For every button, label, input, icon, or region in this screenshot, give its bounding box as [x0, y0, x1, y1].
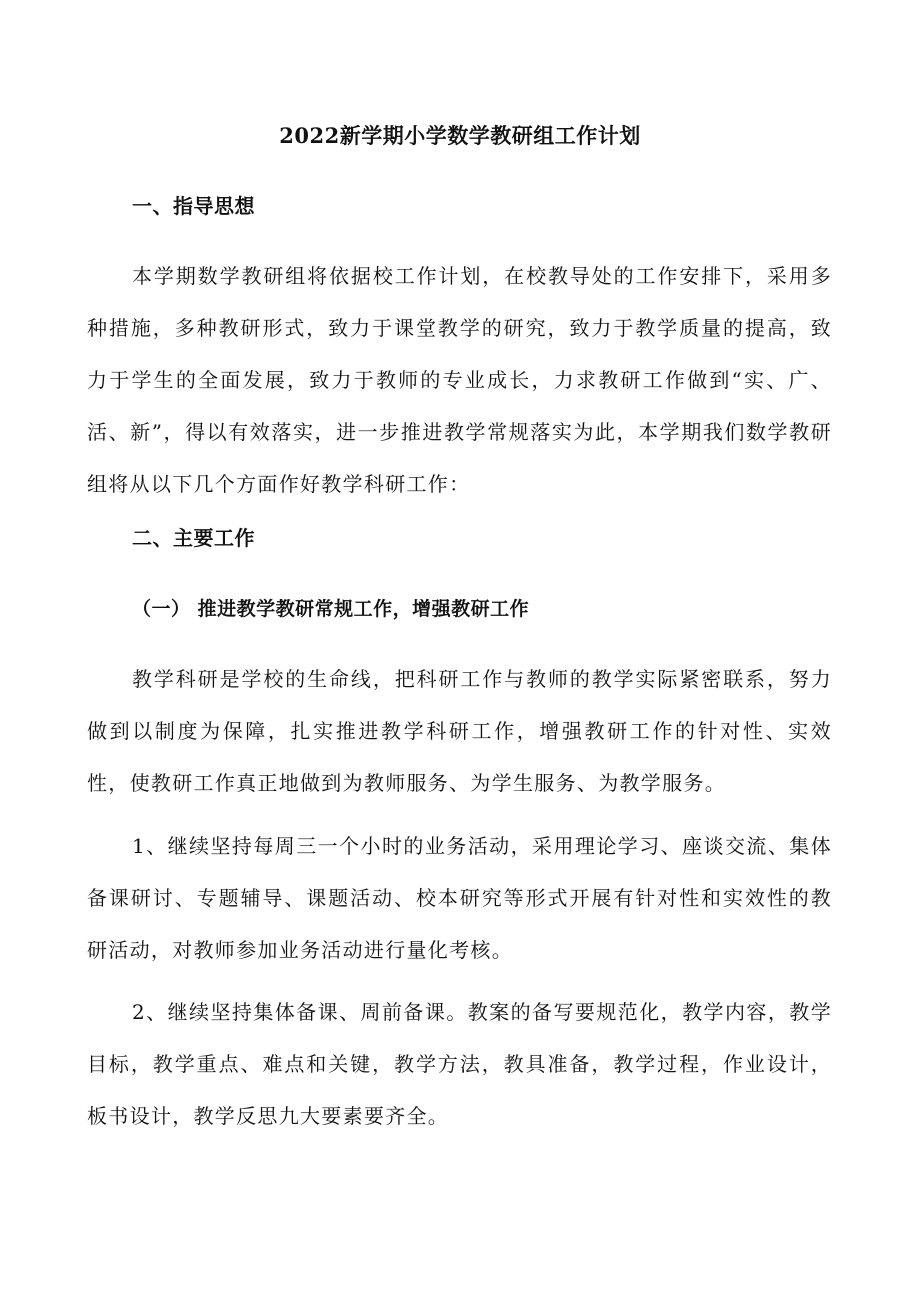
paragraph-guiding-ideology: 本学期数学教研组将依据校工作计划，在校教导处的工作安排下，采用多种措施，多种教研形式，致力于课堂教学的研究，致力于教学质量的提高，致力于学生的全面发展，致力于教师的专业成长，力求教研工作做到“实、广、活、新”，得以有效落实，进一步推进教学常规落实为此，本学期我们数学教研组将从以下几个方面作好教学科研工作： — [87, 264, 832, 496]
document-title: 2022新学期小学数学教研组工作计划 — [279, 123, 641, 148]
section-heading-guiding-ideology: 一、指导思想 — [132, 194, 255, 218]
list-item-collective-lesson-prep: 2、继续坚持集体备课、周前备课。教案的备写要规范化，教学内容，教学目标，教学重点、难点和关键，教学方法，教具准备，教学过程，作业设计，板书设计，教学反思九大要素要齐全。 — [87, 1000, 832, 1128]
subsection-heading-teaching-research: （一） 推进教学教研常规工作，增强教研工作 — [132, 598, 530, 620]
paragraph-teaching-research: 教学科研是学校的生命线，把科研工作与教师的教学实际紧密联系，努力做到以制度为保障，扎实推进教学科研工作，增强教研工作的针对性、实效性，使教研工作真正地做到为教师服务、为学生服务、为教学服务。 — [87, 667, 832, 795]
section-heading-main-work: 二、主要工作 — [132, 526, 255, 550]
list-item-weekly-activity: 1、继续坚持每周三一个小时的业务活动，采用理论学习、座谈交流、集体备课研讨、专题辅导、课题活动、校本研究等形式开展有针对性和实效性的教研活动，对教师参加业务活动进行量化考核。 — [87, 834, 832, 962]
